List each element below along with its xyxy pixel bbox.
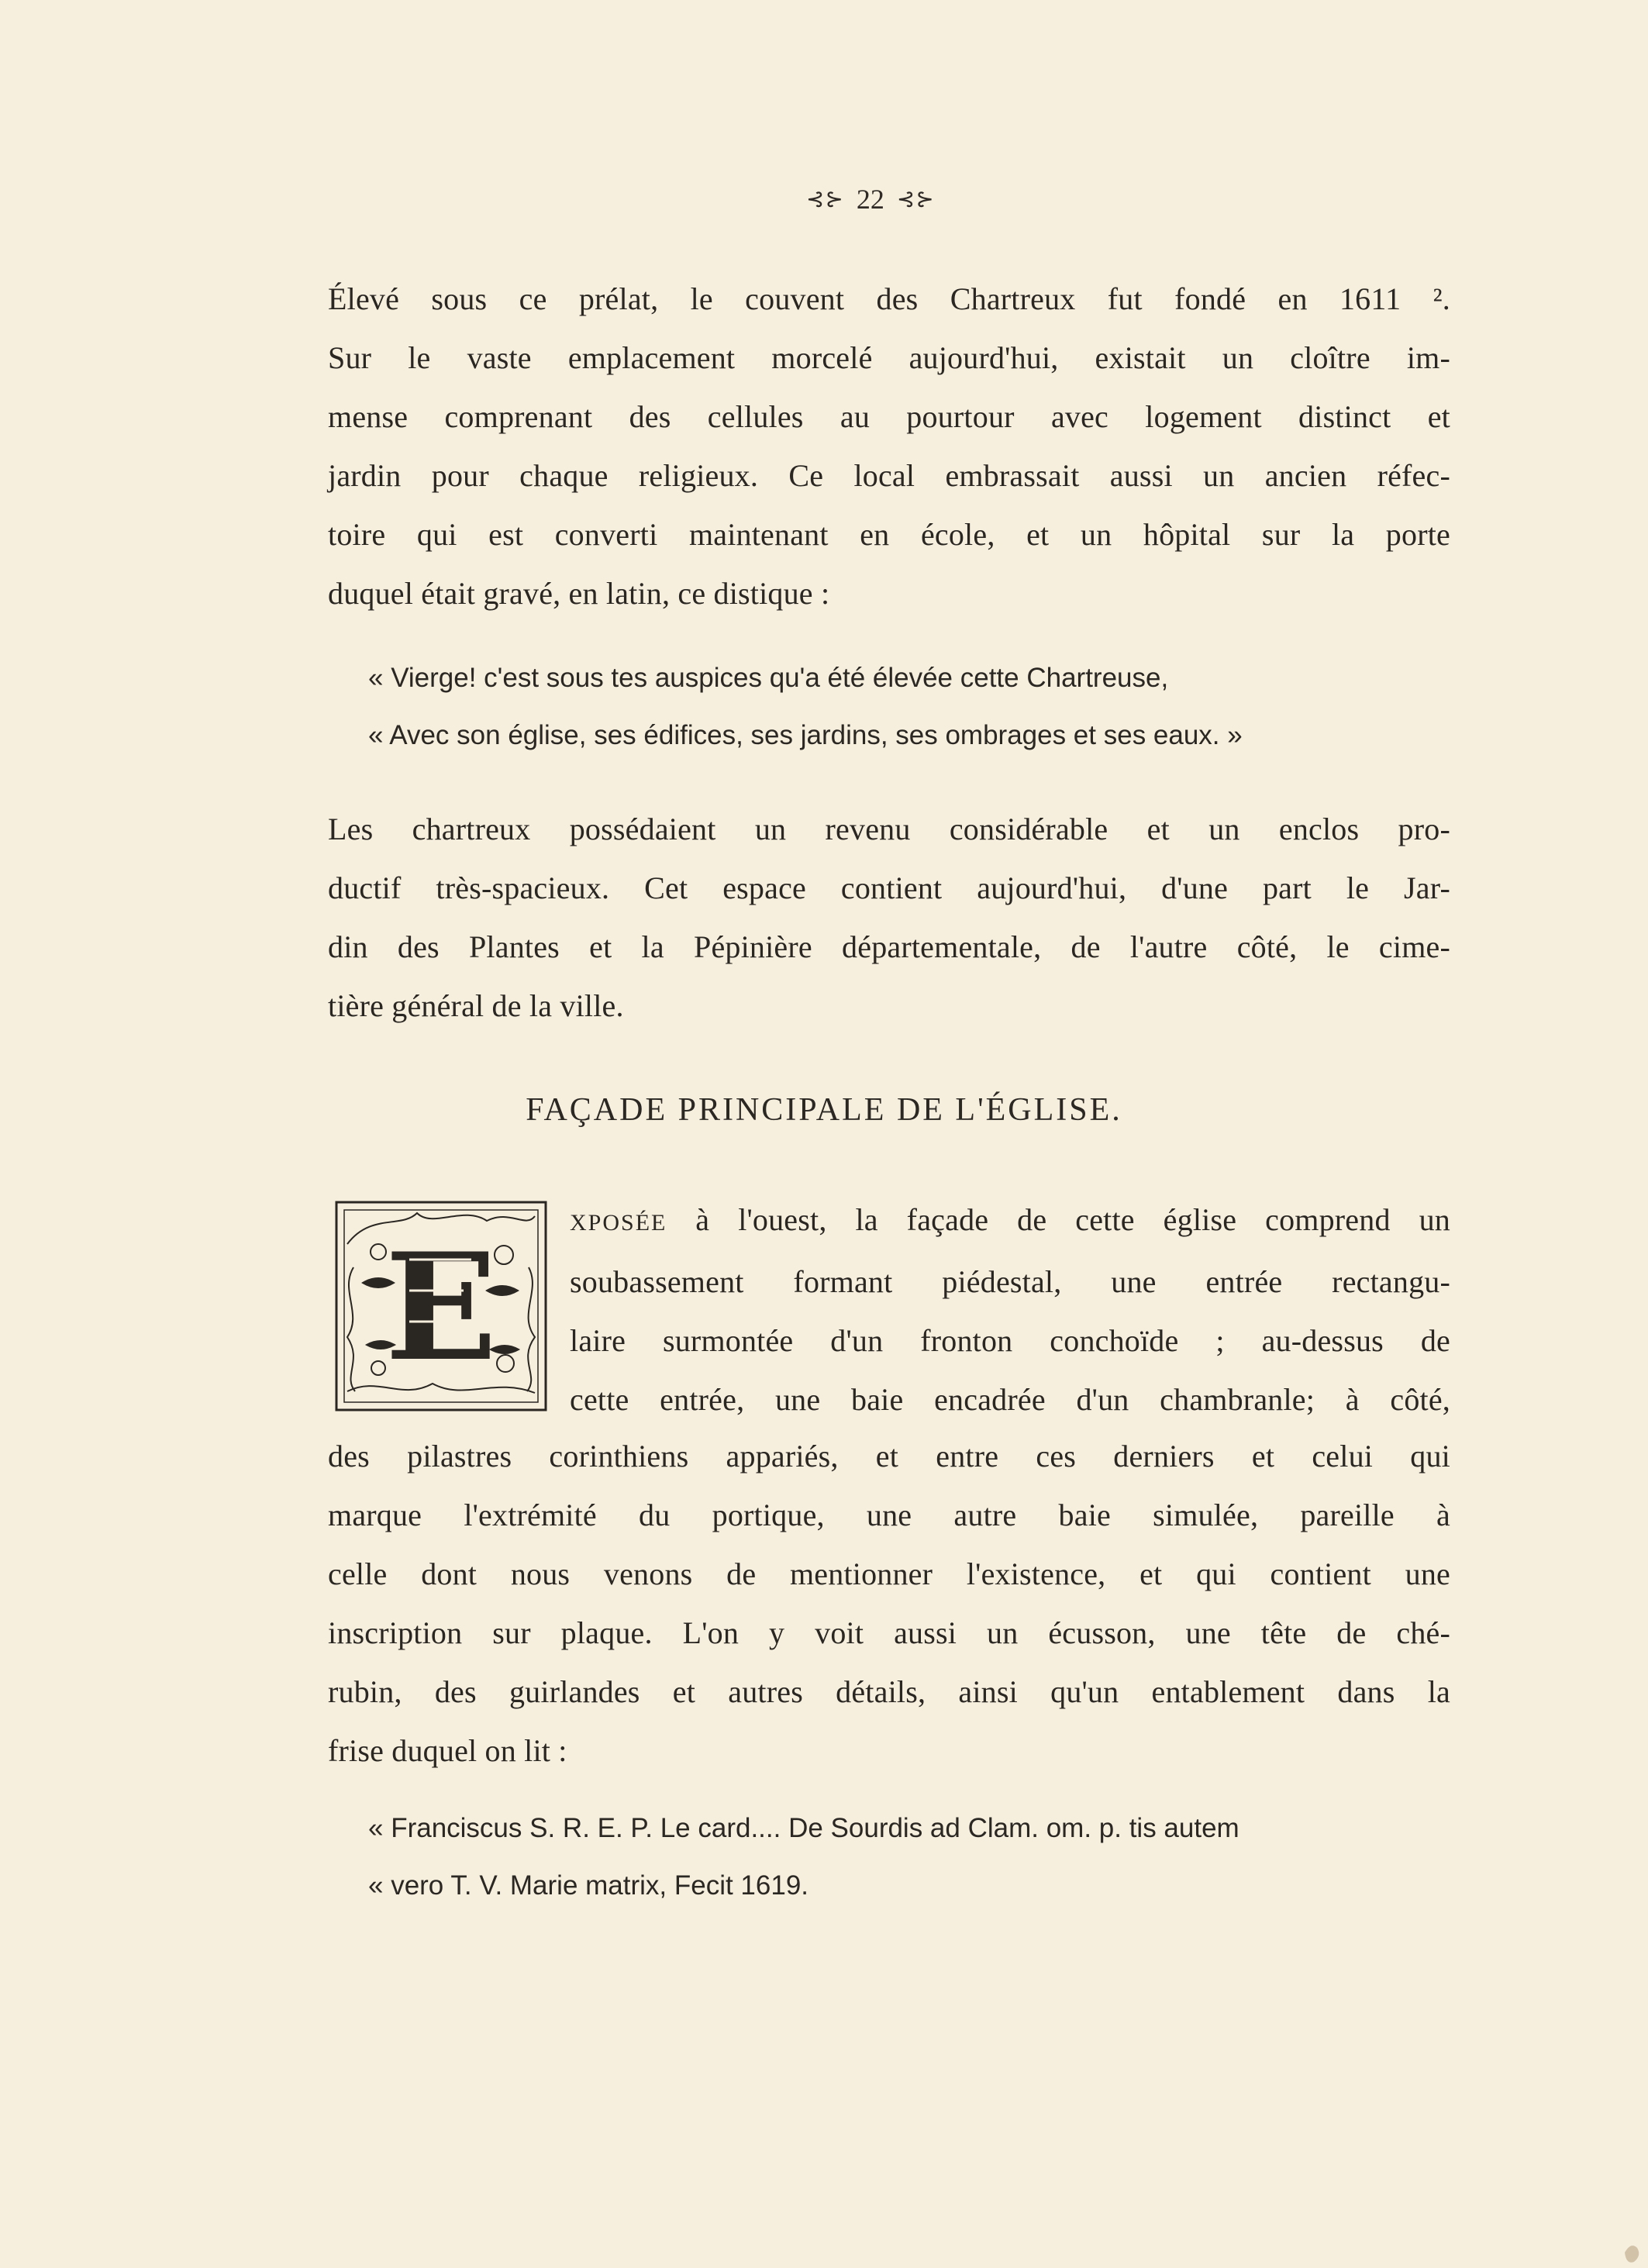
quotation-line: « vero T. V. Marie matrix, Fecit 1619. bbox=[368, 1870, 809, 1901]
quotation-2 bbox=[368, 1800, 1461, 1915]
paragraph-line: celle dont nous venons de mentionner l'existence, et qui contient une bbox=[328, 1556, 1450, 1591]
ornamental-dropcap-e bbox=[332, 1198, 550, 1415]
paragraph-line: frise duquel on lit : bbox=[328, 1733, 567, 1768]
paragraph-line: Sur le vaste emplacement morcelé aujourd'hui, existait un cloître im- bbox=[328, 340, 1450, 375]
paper-stain bbox=[1578, 2198, 1648, 2268]
paragraph-line: rubin, des guirlandes et autres détails, ainsi qu'un entablement dans la bbox=[328, 1674, 1450, 1709]
quotation-line: « Franciscus S. R. E. P. Le card.... De Sourdis ad Clam. om. p. tis autem bbox=[368, 1813, 1239, 1843]
paragraph-3-indented bbox=[570, 1191, 1450, 1429]
paragraph-line: marque l'extrémité du portique, une autre baie simulée, pareille à bbox=[328, 1498, 1450, 1532]
page-header bbox=[806, 183, 935, 215]
quotation-line: « Vierge! c'est sous tes auspices qu'a été élevée cette Chartreuse, bbox=[368, 663, 1169, 693]
page-number: 22 bbox=[856, 184, 884, 215]
paragraph-line: des pilastres corinthiens appariés, et entre ces derniers et celui qui bbox=[328, 1439, 1450, 1474]
paragraph-line: din des Plantes et la Pépinière départementale, de l'autre côté, le cime- bbox=[328, 929, 1450, 964]
first-word-small-caps: XPOSÉE bbox=[570, 1210, 667, 1236]
paragraph-line: Les chartreux possédaient un revenu considérable et un enclos pro- bbox=[328, 812, 1450, 846]
paragraph-line: toire qui est converti maintenant en école, et un hôpital sur la porte bbox=[328, 517, 1450, 552]
paragraph-line: inscription sur plaque. L'on y voit aussi un écusson, une tête de ché- bbox=[328, 1615, 1450, 1650]
paragraph-line: mense comprenant des cellules au pourtour avec logement distinct et bbox=[328, 399, 1450, 434]
quotation-1 bbox=[368, 650, 1461, 764]
paragraph-line: cette entrée, une baie encadrée d'un chambranle; à côté, bbox=[570, 1382, 1450, 1417]
dropcap-letter: E bbox=[384, 1221, 498, 1394]
paragraph-line: ductif très-spacieux. Cet espace contient aujourd'hui, d'une part le Jar- bbox=[328, 870, 1450, 905]
header-ornament-left: ⊰⊱ bbox=[806, 188, 844, 212]
paragraph-line-first bbox=[570, 1191, 1450, 1253]
paragraph-line: tière général de la ville. bbox=[328, 988, 624, 1023]
first-line-rest: à l'ouest, la façade de cette église comprend un bbox=[667, 1202, 1450, 1237]
paragraph-3 bbox=[328, 1427, 1450, 1780]
paragraph-line: jardin pour chaque religieux. Ce local embrassait aussi un ancien réfec- bbox=[328, 458, 1450, 493]
paragraph-2 bbox=[328, 800, 1450, 1036]
paragraph-line: laire surmontée d'un fronton conchoïde ; au-dessus de bbox=[570, 1323, 1450, 1358]
paragraph-line: soubassement formant piédestal, une entrée rectangu- bbox=[570, 1264, 1450, 1299]
paragraph-line: Élevé sous ce prélat, le couvent des Chartreux fut fondé en 1611 ². bbox=[328, 281, 1450, 316]
header-ornament-right: ⊰⊱ bbox=[896, 188, 935, 212]
quotation-line: « Avec son église, ses édifices, ses jardins, ses ombrages et ses eaux. » bbox=[368, 720, 1243, 750]
paragraph-line: duquel était gravé, en latin, ce distique : bbox=[328, 576, 830, 611]
paragraph-1 bbox=[328, 270, 1450, 623]
section-heading: FAÇADE PRINCIPALE DE L'ÉGLISE. bbox=[526, 1092, 1122, 1128]
